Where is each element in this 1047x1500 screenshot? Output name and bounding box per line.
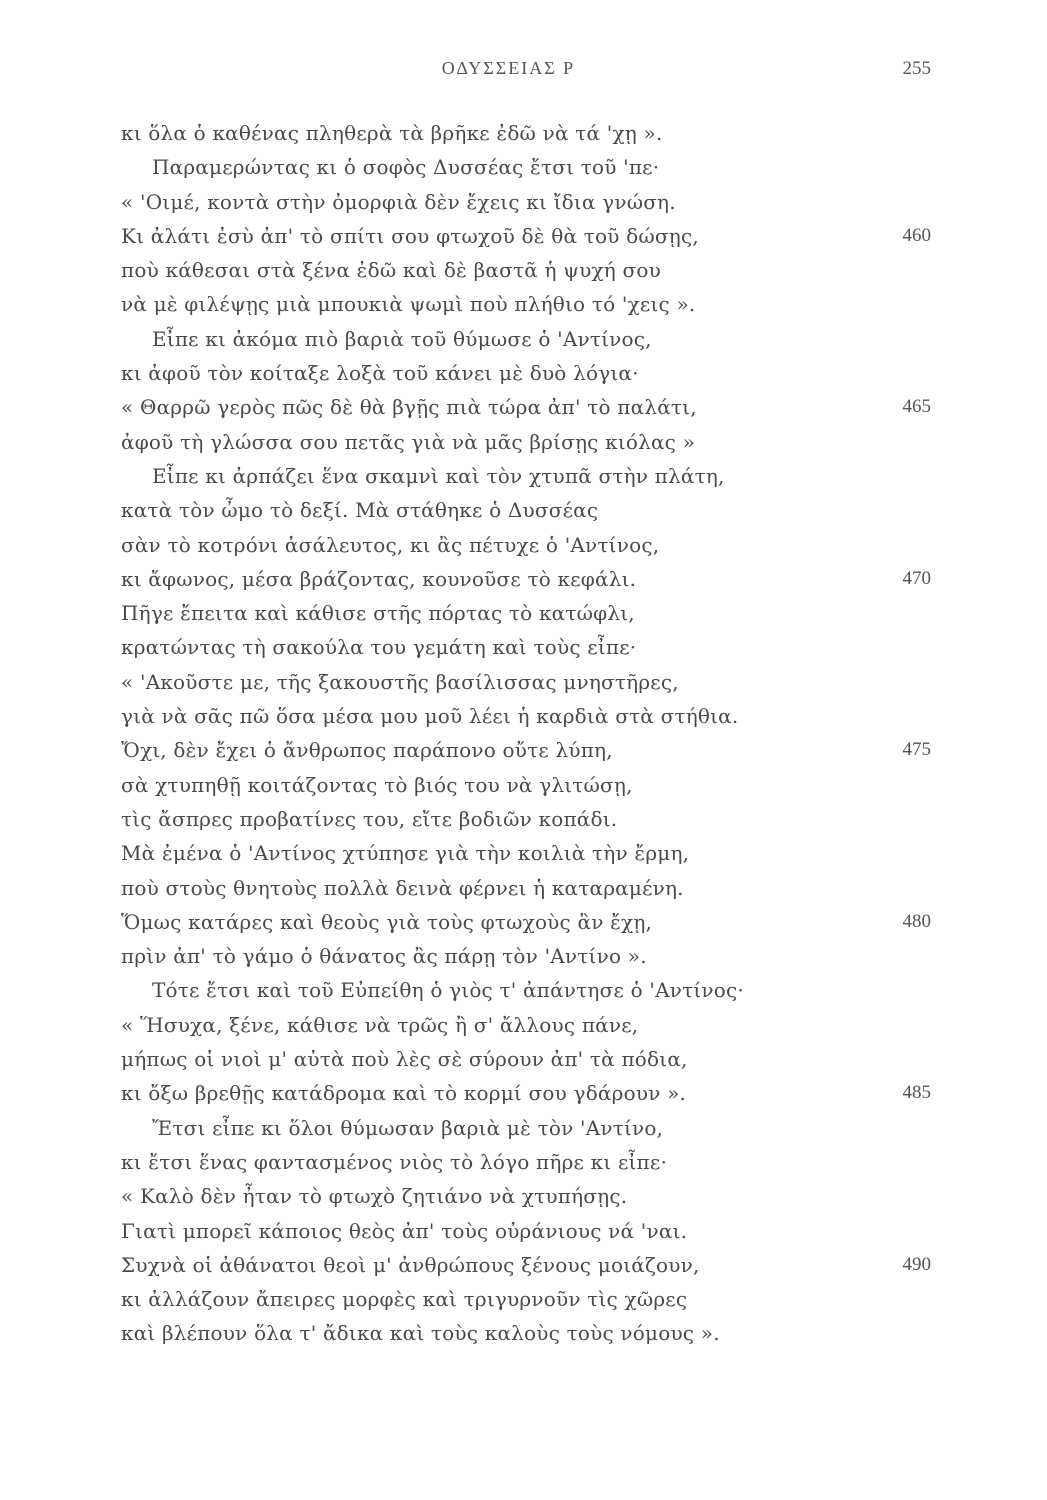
verse-line-text: Πῆγε ἔπειτα καὶ κάθισε στῆς πόρτας τὸ κατώφλι, [121, 601, 635, 626]
verse-line [0, 1111, 1047, 1145]
verse-line [0, 287, 1047, 321]
verse-line [0, 562, 1047, 596]
verse-line-text: « Καλὸ δὲν ἦταν τὸ φτωχὸ ζητιάνο νὰ χτυπήσῃς. [121, 1184, 628, 1209]
verse-line [0, 802, 1047, 836]
verse-line-text: Κι ἀλάτι ἐσὺ ἀπ' τὸ σπίτι σου φτωχοῦ δὲ θὰ τοῦ δώσῃς, [121, 223, 699, 248]
verse-line [0, 1145, 1047, 1179]
verse-line-text: κι ἀλλάζουν ἄπειρες μορφὲς καὶ τριγυρνοῦν τὶς χῶρες [121, 1287, 688, 1312]
verse-line-text: καὶ βλέπουν ὅλα τ' ἄδικα καὶ τοὺς καλοὺς τοὺς νόμους ». [121, 1321, 720, 1346]
verse-line [0, 1042, 1047, 1076]
verse-line [0, 630, 1047, 664]
verse-line-text: Ὄχι, δὲν ἔχει ὁ ἄνθρωπος παράπονο οὔτε λύπη, [121, 738, 613, 763]
verse-line [0, 356, 1047, 390]
verse-line [0, 116, 1047, 150]
verse-line-text: κι ὅλα ὁ καθένας πληθερὰ τὰ βρῆκε ἐδῶ νὰ τά 'χῃ ». [121, 121, 663, 145]
verse-line-text: σὰν τὸ κοτρόνι ἀσάλευτος, κι ἂς πέτυχε ὁ 'Αντίνος, [121, 532, 660, 557]
verse-line [0, 185, 1047, 219]
verse-line [0, 836, 1047, 870]
verse-line-text: « Θαρρῶ γερὸς πῶς δὲ θὰ βγῇς πιὰ τώρα ἀπ' τὸ παλάτι, [121, 395, 697, 420]
line-number: 485 [902, 1082, 931, 1104]
verse-line-text: Τότε ἔτσι καὶ τοῦ Εὐπείθη ὁ γιὸς τ' ἀπάντησε ὁ 'Αντίνος· [152, 978, 744, 1003]
verse-line [0, 219, 1047, 253]
verse-line [0, 493, 1047, 527]
verse-line [0, 768, 1047, 802]
line-number: 480 [902, 910, 931, 932]
verse-line-text: κρατώντας τὴ σακούλα του γεμάτη καὶ τοὺς εἶπε· [121, 635, 637, 660]
verse-line [0, 596, 1047, 630]
line-number: 470 [902, 567, 931, 589]
verse-line-text: Ἔτσι εἶπε κι ὅλοι θύμωσαν βαριὰ μὲ τὸν 'Αντίνο, [152, 1115, 664, 1140]
verse-line-text: ποὺ στοὺς θνητοὺς πολλὰ δεινὰ φέρνει ἡ καταραμένη. [121, 875, 684, 900]
verse-line-text: κατὰ τὸν ὦμο τὸ δεξί. Μὰ στάθηκε ὁ Δυσσέας [121, 498, 599, 523]
verse-line-text: κι ὄξω βρεθῇς κατάδρομα καὶ τὸ κορμί σου γδάρουν ». [121, 1081, 687, 1106]
verse-line [0, 1282, 1047, 1316]
verse-line-text: σὰ χτυπηθῇ κοιτάζοντας τὸ βιός του νὰ γλιτώσῃ, [121, 772, 633, 797]
verse-line-text: τὶς ἄσπρες προβατίνες του, εἴτε βοδιῶν κοπάδι. [121, 806, 618, 831]
verse-line [0, 150, 1047, 184]
verse-line [0, 939, 1047, 973]
verse-block [0, 116, 1047, 1351]
verse-line-text: Εἶπε κι ἀκόμα πιὸ βαριὰ τοῦ θύμωσε ὁ 'Αντίνος, [152, 326, 652, 351]
verse-line-text: πρὶν ἀπ' τὸ γάμο ὁ θάνατος ἂς πάρῃ τὸν 'Αντίνο ». [121, 944, 647, 969]
line-number: 475 [902, 739, 931, 761]
verse-line-text: κι ἀφοῦ τὸν κοίταξε λοξὰ τοῦ κάνει μὲ δυὸ λόγια· [121, 361, 639, 386]
verse-line-text: Ὅμως κατάρες καὶ θεοὺς γιὰ τοὺς φτωχοὺς ἂν ἔχῃ, [121, 909, 653, 934]
verse-line [0, 1214, 1047, 1248]
verse-line [0, 871, 1047, 905]
verse-line [0, 1248, 1047, 1282]
running-head [0, 58, 1047, 88]
verse-line-text: Εἶπε κι ἀρπάζει ἕνα σκαμνὶ καὶ τὸν χτυπᾶ στὴν πλάτη, [152, 463, 725, 488]
verse-line [0, 1008, 1047, 1042]
verse-line-text: κι ἔτσι ἕνας φαντασμένος νιὸς τὸ λόγο πῆρε κι εἶπε· [121, 1149, 668, 1174]
verse-line-text: Παραμερώντας κι ὁ σοφὸς Δυσσέας ἔτσι τοῦ 'πε· [152, 155, 660, 180]
verse-line-text: Συχνὰ οἱ ἀθάνατοι θεοὶ μ' ἀνθρώπους ξένους μοιάζουν, [121, 1252, 700, 1277]
verse-line-text: γιὰ νὰ σᾶς πῶ ὅσα μέσα μου μοῦ λέει ἡ καρδιὰ στὰ στήθια. [121, 704, 739, 729]
line-number: 490 [902, 1253, 931, 1275]
verse-line [0, 973, 1047, 1007]
verse-line-text: κι ἄφωνος, μέσα βράζοντας, κουνοῦσε τὸ κεφάλι. [121, 566, 637, 591]
verse-line [0, 733, 1047, 767]
verse-line-text: « Ἥσυχα, ξένε, κάθισε νὰ τρῶς ἢ σ' ἄλλους πάνε, [121, 1012, 639, 1037]
verse-line [0, 1179, 1047, 1213]
verse-line [0, 253, 1047, 287]
verse-line [0, 1076, 1047, 1110]
verse-line [0, 459, 1047, 493]
line-number: 460 [902, 224, 931, 246]
verse-line-text: μήπως οἱ νιοὶ μ' αὐτὰ ποὺ λὲς σὲ σύρουν ἀπ' τὰ πόδια, [121, 1047, 688, 1072]
verse-line-text: νὰ μὲ φιλέψῃς μιὰ μπουκιὰ ψωμὶ ποὺ πλήθιο τό 'χεις ». [121, 292, 696, 317]
verse-line [0, 665, 1047, 699]
verse-line [0, 322, 1047, 356]
running-title: ΟΔΥΣΣΕΙΑΣ Ρ [441, 58, 576, 78]
verse-line-text: ποὺ κάθεσαι στὰ ξένα ἐδῶ καὶ δὲ βαστᾶ ἡ ψυχή σου [121, 258, 661, 283]
page-number: 255 [902, 58, 931, 79]
verse-line [0, 1316, 1047, 1350]
verse-line-text: ἀφοῦ τὴ γλώσσα σου πετᾶς γιὰ νὰ μᾶς βρίσῃς κιόλας » [121, 429, 696, 454]
verse-line-text: Μὰ ἐμένα ὁ 'Αντίνος χτύπησε γιὰ τὴν κοιλιὰ τὴν ἔρμη, [121, 841, 690, 866]
verse-line-text: « 'Ακοῦστε με, τῆς ξακουστῆς βασίλισσας μνηστῆρες, [121, 669, 679, 694]
verse-line [0, 905, 1047, 939]
line-number: 465 [902, 396, 931, 418]
verse-line [0, 699, 1047, 733]
verse-line-text: Γιατὶ μπορεῖ κάποιος θεὸς ἀπ' τοὺς οὐράνιους νά 'ναι. [121, 1218, 688, 1243]
verse-line [0, 528, 1047, 562]
verse-line-text: « 'Οιμέ, κοντὰ στὴν ὀμορφιὰ δὲν ἔχεις κι ἴδια γνώση. [121, 189, 676, 214]
verse-line [0, 390, 1047, 424]
verse-line [0, 425, 1047, 459]
